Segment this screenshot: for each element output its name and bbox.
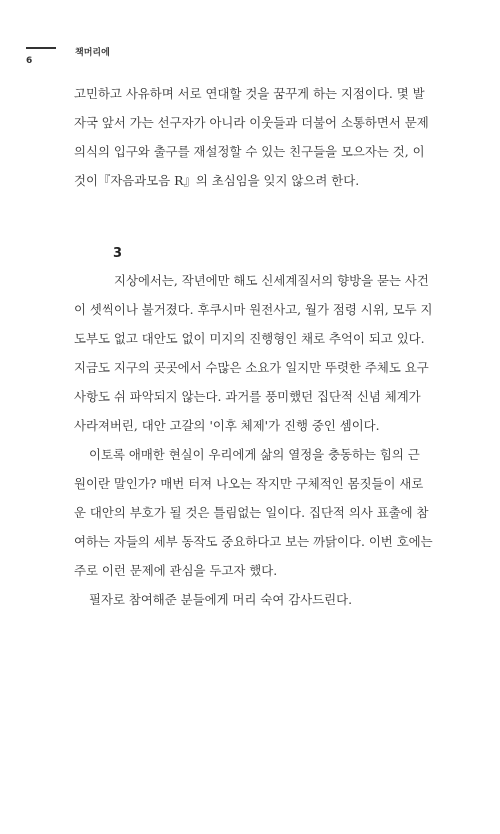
text-line: 사항도 쉬 파악되지 않는다. 과거를 풍미했던 집단적 신념 체계가: [74, 389, 421, 404]
text-line: 고민하고 사유하며 서로 연대할 것을 꿈꾸게 하는 지점이다. 몇 발: [74, 86, 425, 101]
section-number: 3: [113, 246, 123, 261]
text-line: 자국 앞서 가는 선구자가 아니라 이웃들과 더불어 소통하면서 문제: [74, 115, 429, 130]
text-line: 운 대안의 부호가 될 것은 틀림없는 일이다. 집단적 의사 표출에 참: [74, 505, 429, 520]
text-line: 주로 이런 문제에 관심을 두고자 했다.: [74, 563, 278, 578]
text-line: 여하는 자들의 세부 동작도 중요하다고 보는 까닭이다. 이번 호에는: [74, 534, 433, 549]
paragraph-1: [74, 266, 436, 440]
text-line: 이토록 애매한 현실이 우리에게 삶의 열정을 충동하는 힘의 근: [89, 447, 420, 462]
text-line: 지금도 지구의 곳곳에서 수많은 소요가 일지만 뚜렷한 주체도 요구: [74, 360, 429, 375]
paragraph-3: [74, 585, 436, 614]
intro-paragraph: [74, 79, 436, 195]
text-line: 의식의 입구와 출구를 재설정할 수 있는 친구들을 모으자는 것, 이: [74, 144, 425, 159]
text-line: 원이란 말인가? 매번 터져 나오는 작지만 구체적인 몸짓들이 새로: [74, 476, 424, 491]
text-line: 지상에서는, 작년에만 해도 신세계질서의 향방을 묻는 사건: [114, 273, 429, 288]
text-line: 필자로 참여해준 분들에게 머리 숙여 감사드린다.: [89, 592, 353, 607]
header-rule: [26, 47, 56, 49]
page-number: 6: [26, 56, 33, 66]
paragraph-2: [74, 440, 436, 585]
text-line: 사라져버린, 대안 고갈의 '이후 체제'가 진행 중인 셈이다.: [74, 418, 380, 433]
section-body: [74, 266, 436, 614]
text-line: 이 셋씩이나 불거졌다. 후쿠시마 원전사고, 월가 점령 시위, 모두 지: [74, 302, 433, 317]
text-line: 것이『자음과모음 R』의 초심임을 잊지 않으려 한다.: [74, 173, 360, 188]
text-line: 도부도 없고 대안도 없이 미지의 진행형인 채로 추억이 되고 있다.: [74, 331, 425, 346]
running-header: 책머리에: [75, 48, 110, 58]
